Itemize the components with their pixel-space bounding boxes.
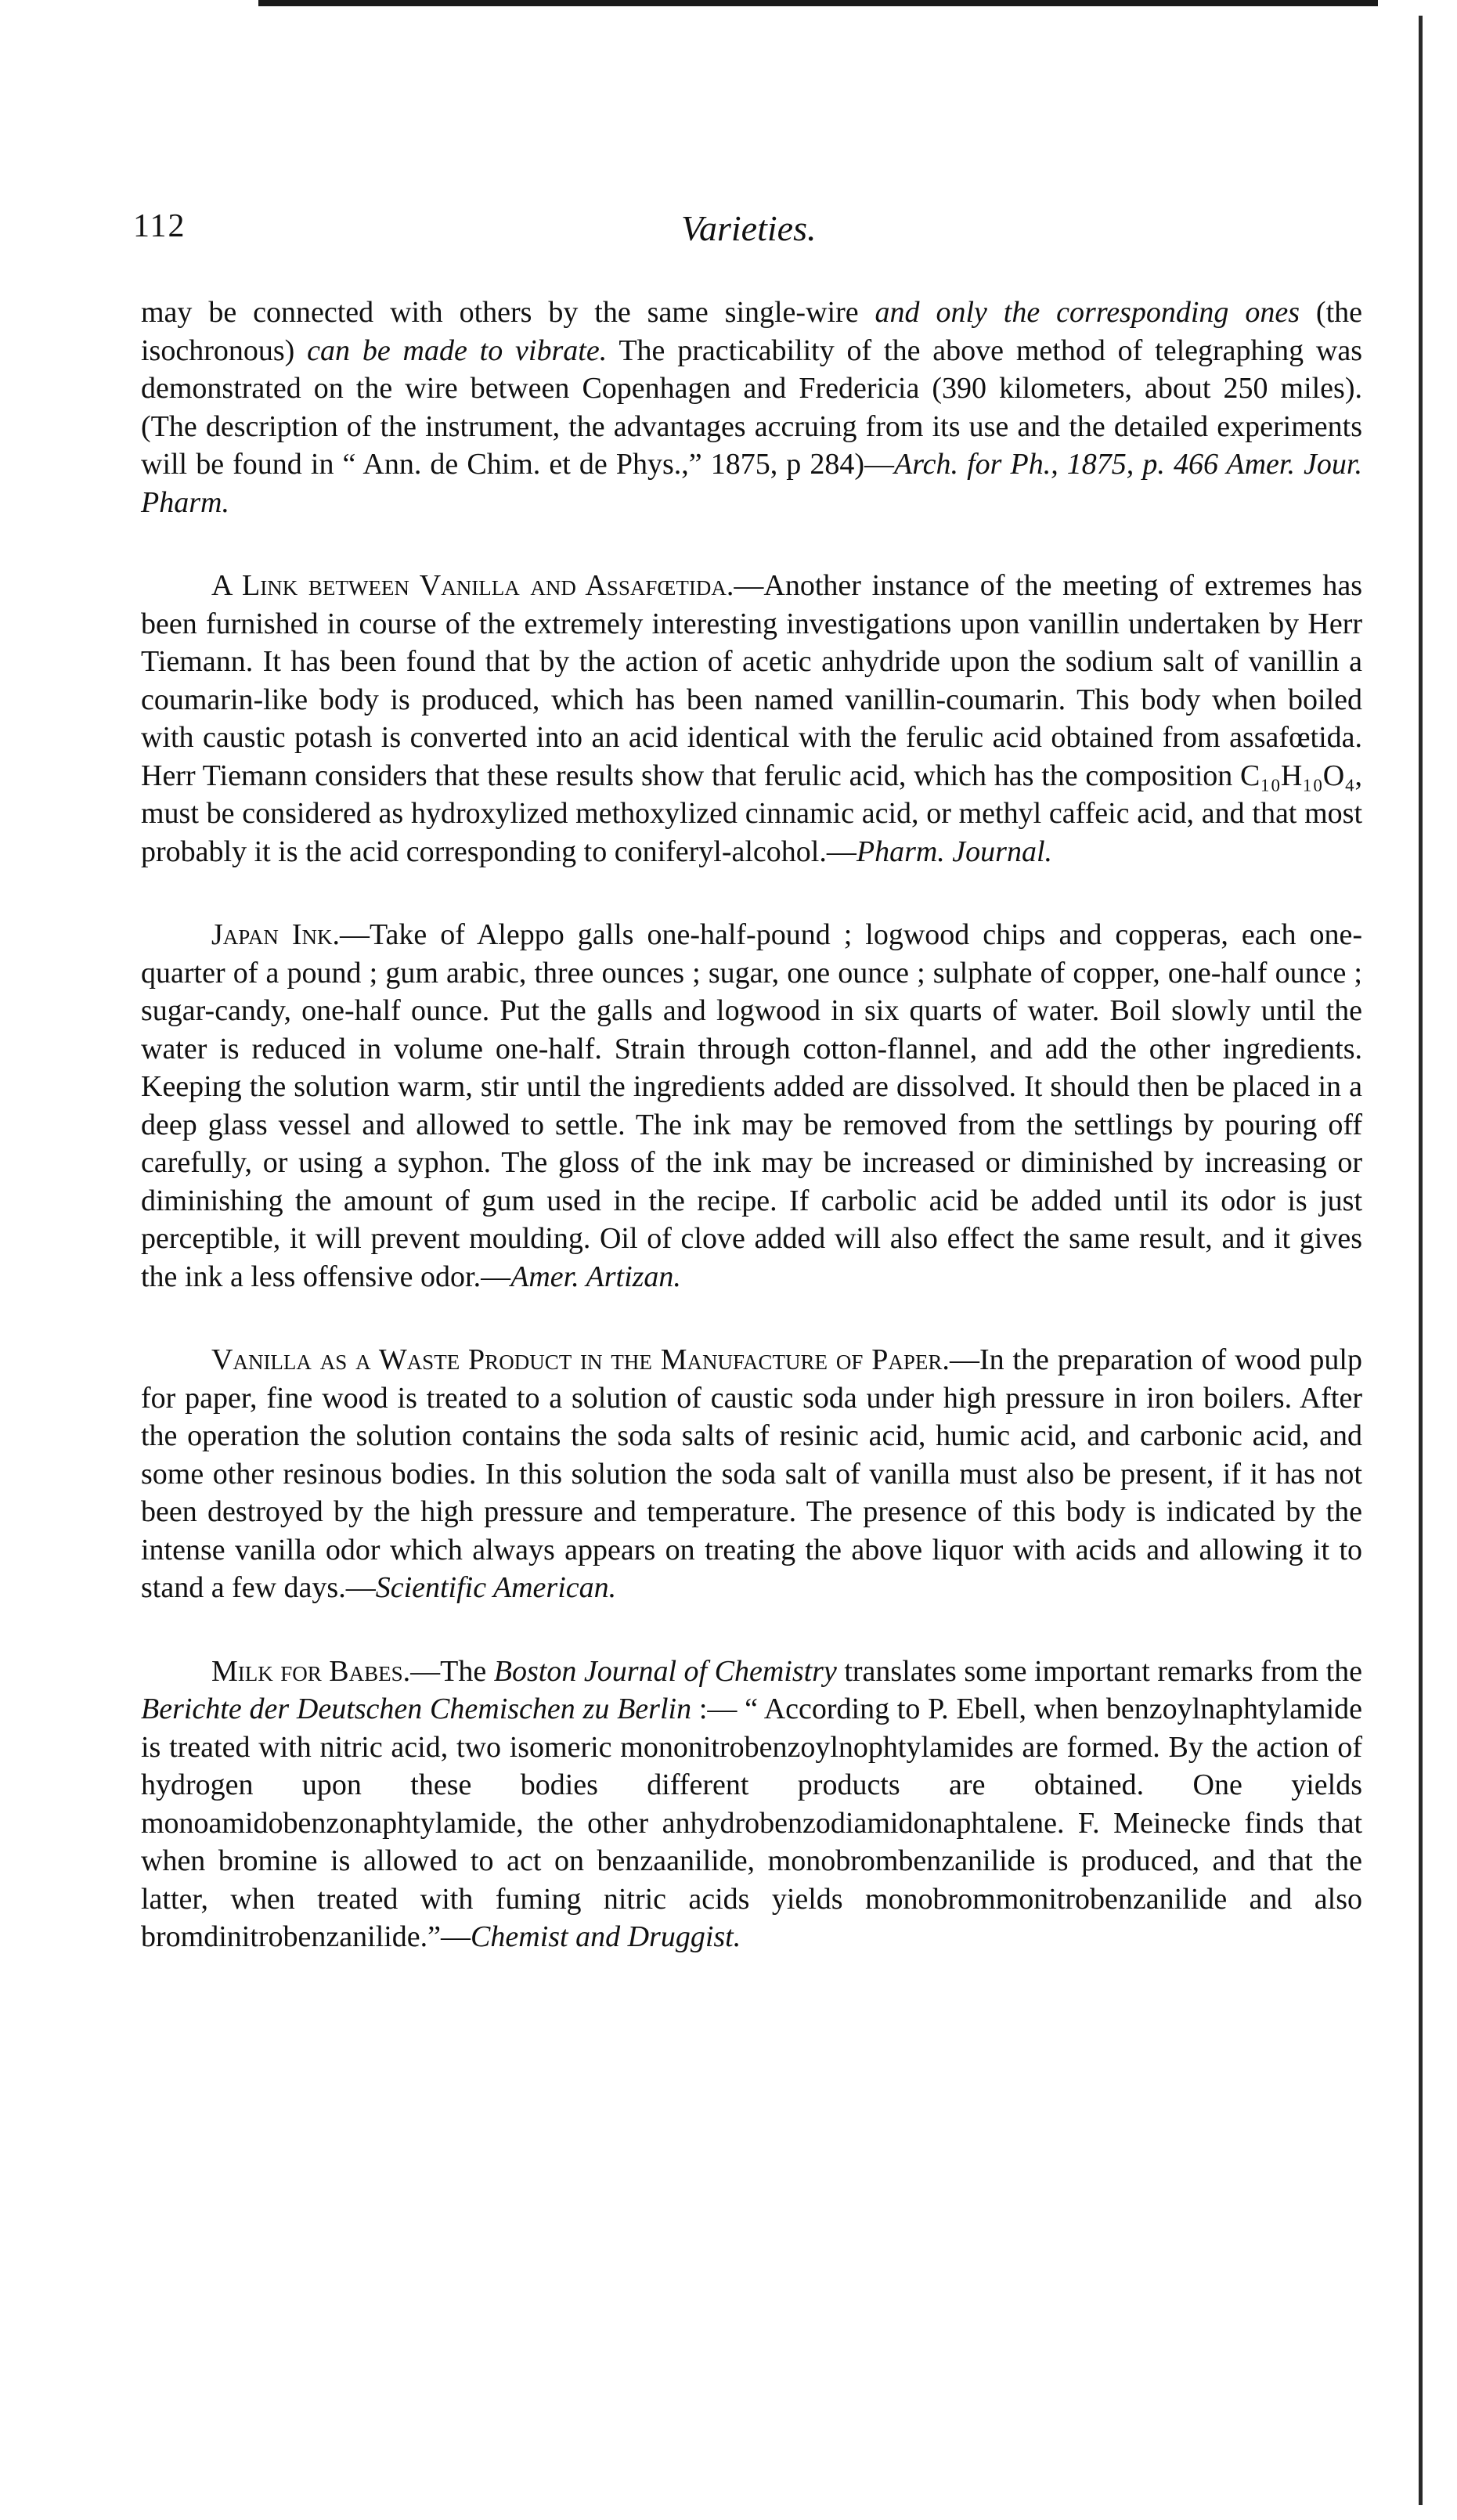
article-source: Amer. Artizan. [510, 1260, 681, 1293]
article-body: The practicability of the above method of telegraphing was demonstrated on the wire between Copenhagen and Fredericia (390 kilometers, about 250 miles). (The description of the instrument, the advantages accruing from its use and the detailed experiments will be found in “ Ann. de Chim. et de Phys.,” 1875, p 284)— [141, 333, 1363, 481]
article-vanilla-waste-product [141, 1341, 1362, 1607]
article-pre: may be connected with others by the same single-wire [141, 296, 875, 329]
article-body: :— “ According to P. Ebell, when benzoylnaphtylamide is treated with nitric acid, two isomeric mononitrobenzoylnophtylamides are formed. By the action of hydrogen upon these bodies different products are obtained. One yields monoamidobenzonaphtylamide, the other anhydrobenzodiamidonaphtalene. F. Meinecke finds that when bromine is allowed to act on benzaanilide, monobrombenzanilide is produced, and that the latter, when treated with fuming nitric acids yields monobrommonitrobenzanilide and also bromdinitrobenzanilide.”— [141, 1693, 1362, 1953]
article-body: —Another instance of the meeting of extremes has been furnished in course of the extremely interesting investigations upon vanillin undertaken by Herr Tiemann. It has been found that by the action of acetic anhydride upon the sodium salt of vanillin a coumarin-like body is produced, which has been named vanillin-coumarin. This body when boiled with caustic potash is converted into an acid identical with the ferulic acid obtained from assafœtida. Herr Tiemann considers that these results show that ferulic acid, which has the composition C₁₀H₁₀O₄, must be considered as hydroxylized methoxylized cinnamic acid, or methyl caffeic acid, and that most probably it is the acid corresponding to coniferyl-alcohol.— [141, 569, 1362, 868]
page-content [141, 294, 1362, 2002]
article-vanilla-assafoetida [141, 567, 1362, 871]
article-source: Scientific American. [375, 1571, 617, 1604]
article-source: Chemist and Druggist. [471, 1920, 741, 1953]
article-milk-for-babes [141, 1653, 1362, 1956]
article-japan-ink [141, 916, 1362, 1296]
page-number: 112 [133, 208, 186, 244]
article-emphasis: can be made to vibrate. [307, 333, 608, 367]
article-body: —In the preparation of wood pulp for paper, fine wood is treated to a solution of caustic soda under high pressure in iron boilers. After the operation the solution contains the soda salts of resinic acid, humic acid, and carbonic acid, and some other resinous bodies. In this solution the soda salt of vanilla must also be present, if it has not been destroyed by the high pressure and temperature. The presence of this body is indicated by the intense vanilla odor which always appears on treating the above liquor with acids and allowing it to stand a few days.— [141, 1343, 1362, 1604]
article-mid: translates some important remarks from the [836, 1654, 1363, 1688]
article-heading: Japan Ink. [211, 918, 340, 951]
page-edge-right [1419, 16, 1423, 2505]
running-title: Varieties. [681, 208, 817, 248]
page-header [133, 207, 1307, 262]
article-emphasis: and only the corresponding ones [875, 296, 1300, 329]
article-pre: —The [410, 1654, 494, 1688]
article-emphasis: Boston Journal of Chemistry [493, 1654, 837, 1688]
article-heading: Milk for Babes. [211, 1654, 411, 1688]
article-heading: Vanilla as a Waste Product in the Manufacture of Paper. [211, 1343, 950, 1376]
article-source: Pharm. Journal. [856, 835, 1053, 868]
page-edge-top [258, 0, 1378, 6]
article-source: Arch. for Ph., 1875, p. 466 Amer. Jour. Pharm. [141, 448, 1362, 519]
article-body: —Take of Aleppo galls one-half-pound ; logwood chips and copperas, each one-quarter of a pound ; gum arabic, three ounces ; sugar, one ounce ; sulphate of copper, one-half ounce ; sugar-candy, one-half ounce. Put the galls and logwood in six quarts of water. Boil slowly until the water is reduced in volume one-half. Strain through cotton-flannel, and add the other ingredients. Keeping the solution warm, stir until the ingredients added are dissolved. It should then be placed in a deep glass vessel and allowed to settle. The ink may be removed from the settlings by pouring off carefully, or using a syphon. The gloss of the ink may be increased or diminished by increasing or diminishing the amount of gum used in the recipe. If carbolic acid be added until its odor is just perceptible, it will prevent moulding. Oil of clove added will also effect the same result, and it gives the ink a less offensive odor.— [141, 918, 1362, 1293]
article-telegraph-continuation [141, 294, 1362, 521]
article-emphasis: Berichte der Deutschen Chemischen zu Berlin [141, 1693, 692, 1725]
article-mid: (the isochronous) [141, 296, 1363, 367]
article-heading: A Link between Vanilla and Assafœtida. [211, 569, 734, 602]
